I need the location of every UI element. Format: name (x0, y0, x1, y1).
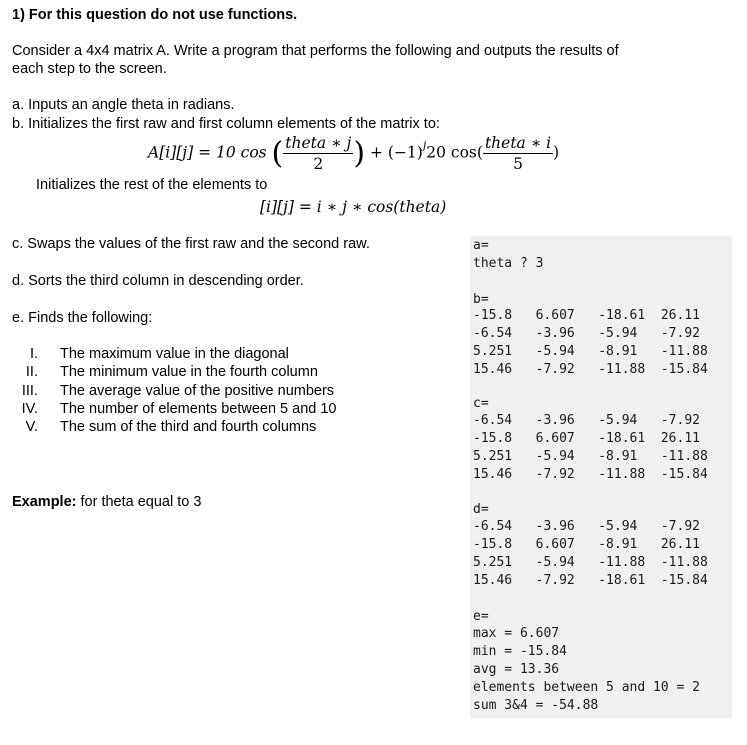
console-line: 5.251 -5.94 -11.88 -11.88 (473, 555, 708, 570)
console-line: 15.46 -7.92 -18.61 -15.84 (473, 573, 708, 588)
step-b: b. Initializes the first raw and first column elements of the matrix to: (12, 116, 440, 132)
init-rest-text: Initializes the rest of the elements to (36, 177, 268, 193)
example-text: for theta equal to 3 (76, 494, 202, 510)
intro-line-2: each step to the screen. (12, 61, 167, 77)
console-line: a= (473, 238, 489, 253)
list-item-text: The maximum value in the diagonal (60, 346, 289, 362)
example-line (12, 494, 201, 510)
intro-line-1: Consider a 4x4 matrix A. Write a program that performs the following and outputs the results of (12, 43, 619, 59)
console-line: theta ? 3 (473, 256, 544, 271)
console-line: max = 6.607 (473, 626, 560, 641)
list-item-number: II. (25, 364, 38, 381)
console-line: avg = 13.36 (473, 662, 560, 677)
formula1-frac1-den: 2 (313, 155, 324, 173)
formula1-middle: + (−1) (369, 143, 423, 162)
console-line: 15.46 -7.92 -11.88 -15.84 (473, 467, 708, 482)
formula1-close: ) (553, 143, 560, 162)
formula1-fraction-1 (283, 134, 353, 173)
list-item-text: The average value of the positive numbers (60, 382, 335, 399)
formula1-fraction-2 (483, 134, 553, 173)
list-item-text: The number of elements between 5 and 10 (60, 400, 337, 417)
step-e: e. Finds the following: (12, 310, 153, 326)
console-line: d= (473, 502, 489, 517)
list-item-text: The minimum value in the fourth column (60, 364, 318, 381)
formula1-lhs: A[i][j] = 10 cos (148, 143, 267, 162)
console-line: 15.46 -7.92 -11.88 -15.84 (473, 362, 708, 377)
console-line: 5.251 -5.94 -8.91 -11.88 (473, 344, 708, 359)
question-title: 1) For this question do not use functions. (12, 7, 298, 23)
console-line: -6.54 -3.96 -5.94 -7.92 (473, 413, 700, 428)
console-line: sum 3&4 = -54.88 (473, 698, 599, 713)
console-line: -15.8 6.607 -18.61 26.11 (473, 308, 700, 323)
list-item-number: III. (21, 382, 38, 399)
console-line: -15.8 6.607 -8.91 26.11 (473, 537, 700, 552)
console-line: min = -15.84 (473, 644, 567, 659)
formula1-exponent: j (422, 138, 427, 152)
console-line: -6.54 -3.96 -5.94 -7.92 (473, 326, 700, 341)
step-d: d. Sorts the third column in descending order. (12, 273, 304, 289)
step-a: a. Inputs an angle theta in radians. (12, 97, 235, 113)
example-label: Example: (12, 494, 77, 510)
formula-matrix-init: A[i][j] = 10 cos ( $\frac{\text{theta ∗ j}}{2}$ ) + $(-1)^j20$ cos( $\frac{\text{theta ∗ i}}{5}$ ) (148, 134, 560, 173)
formula1-after-exp: 20 cos( (426, 143, 483, 162)
console-line: b= (473, 292, 489, 307)
list-item-number: I. (29, 346, 38, 362)
formula-rest-elements: [i][j] = i ∗ j ∗ cos(theta) (260, 198, 447, 216)
list-item-number: V. (25, 419, 38, 436)
console-line: -6.54 -3.96 -5.94 -7.92 (473, 519, 700, 534)
console-line: 5.251 -5.94 -8.91 -11.88 (473, 449, 708, 464)
list-item-text: The sum of the third and fourth columns (60, 419, 317, 436)
console-line: elements between 5 and 10 = 2 (473, 680, 700, 695)
list-item-number: IV. (21, 400, 38, 417)
console-output (470, 236, 732, 718)
console-line: e= (473, 609, 489, 624)
formula1-frac2-num: theta ∗ i (484, 134, 552, 152)
console-line: c= (473, 396, 489, 411)
step-c: c. Swaps the values of the first raw and the second raw. (12, 236, 370, 252)
formula1-frac2-den: 5 (513, 155, 523, 173)
formula1-frac1-num: theta ∗ j (285, 134, 352, 152)
console-line: -15.8 6.607 -18.61 26.11 (473, 431, 700, 446)
